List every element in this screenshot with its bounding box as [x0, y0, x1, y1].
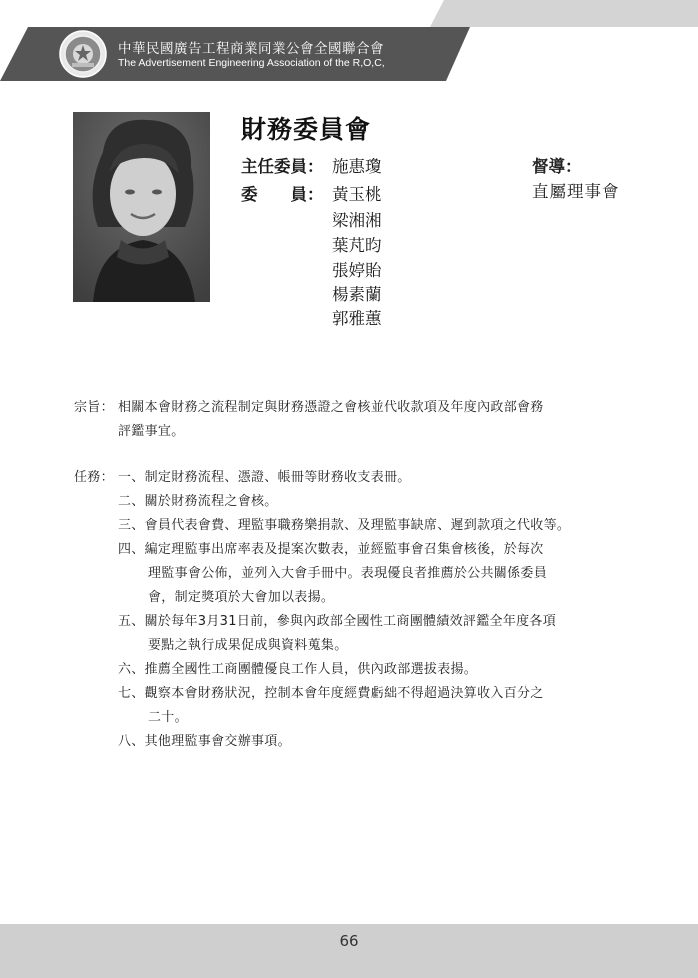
- members-label: 委 員：: [241, 185, 324, 204]
- task-line: 會，制定獎項於大會加以表揚。: [148, 590, 335, 605]
- task-line: 七、觀察本會財務狀況，控制本會年度經費虧絀不得超過決算收入百分之: [118, 686, 544, 701]
- member-name: 楊素蘭: [332, 285, 382, 304]
- chair-portrait: [73, 112, 210, 302]
- task-line: 八、其他理監事會交辦事項。: [118, 734, 291, 749]
- member-name: 張婷貽: [332, 261, 382, 280]
- purpose-line: 相關本會財務之流程制定與財務憑證之會核並代收款項及年度內政部會務: [118, 400, 544, 415]
- task-line: 二、關於財務流程之會核。: [118, 494, 278, 509]
- committee-title: 財務委員會: [241, 115, 372, 144]
- task-line: 五、關於每年3月31日前，參與內政部全國性工商團體績效評鑑全年度各項: [118, 614, 557, 629]
- header-accent-band: [430, 0, 698, 27]
- member-name: 郭雅蕙: [332, 309, 382, 328]
- task-line: 四、編定理監事出席率表及提案次數表，並經監事會召集會核後，於每次: [118, 542, 544, 557]
- member-name: 梁湘湘: [332, 211, 382, 230]
- task-line: 二十。: [148, 710, 188, 725]
- member-name: 葉芃昀: [332, 236, 382, 255]
- tasks-label: 任務：: [74, 470, 114, 485]
- chair-label: 主任委員：: [241, 157, 324, 176]
- purpose-label: 宗旨：: [74, 400, 114, 415]
- task-line: 六、推薦全國性工商團體優良工作人員，供內政部選拔表揚。: [118, 662, 478, 677]
- association-logo-icon: [58, 29, 108, 79]
- org-name-en: The Advertisement Engineering Association of the R,O,C,: [118, 57, 385, 69]
- task-line: 理監事會公佈，並列入大會手冊中。表現優良者推薦於公共關係委員: [148, 566, 548, 581]
- task-line: 三、會員代表會費、理監事職務樂捐款、及理監事缺席、遲到款項之代收等。: [118, 518, 571, 533]
- supervise-value: 直屬理事會: [532, 182, 620, 201]
- purpose-line: 評鑑事宜。: [118, 424, 185, 439]
- page-number: 66: [339, 932, 359, 950]
- task-line: 一、制定財務流程、憑證、帳冊等財務收支表冊。: [118, 470, 411, 485]
- portrait-image: [73, 112, 210, 302]
- supervise-label: 督導：: [532, 157, 582, 176]
- org-name-zh: 中華民國廣告工程商業同業公會全國聯合會: [118, 41, 384, 57]
- chair-name: 施惠瓊: [332, 157, 382, 176]
- member-name: 黃玉桃: [332, 185, 382, 204]
- task-line: 要點之執行成果促成與資料蒐集。: [148, 638, 348, 653]
